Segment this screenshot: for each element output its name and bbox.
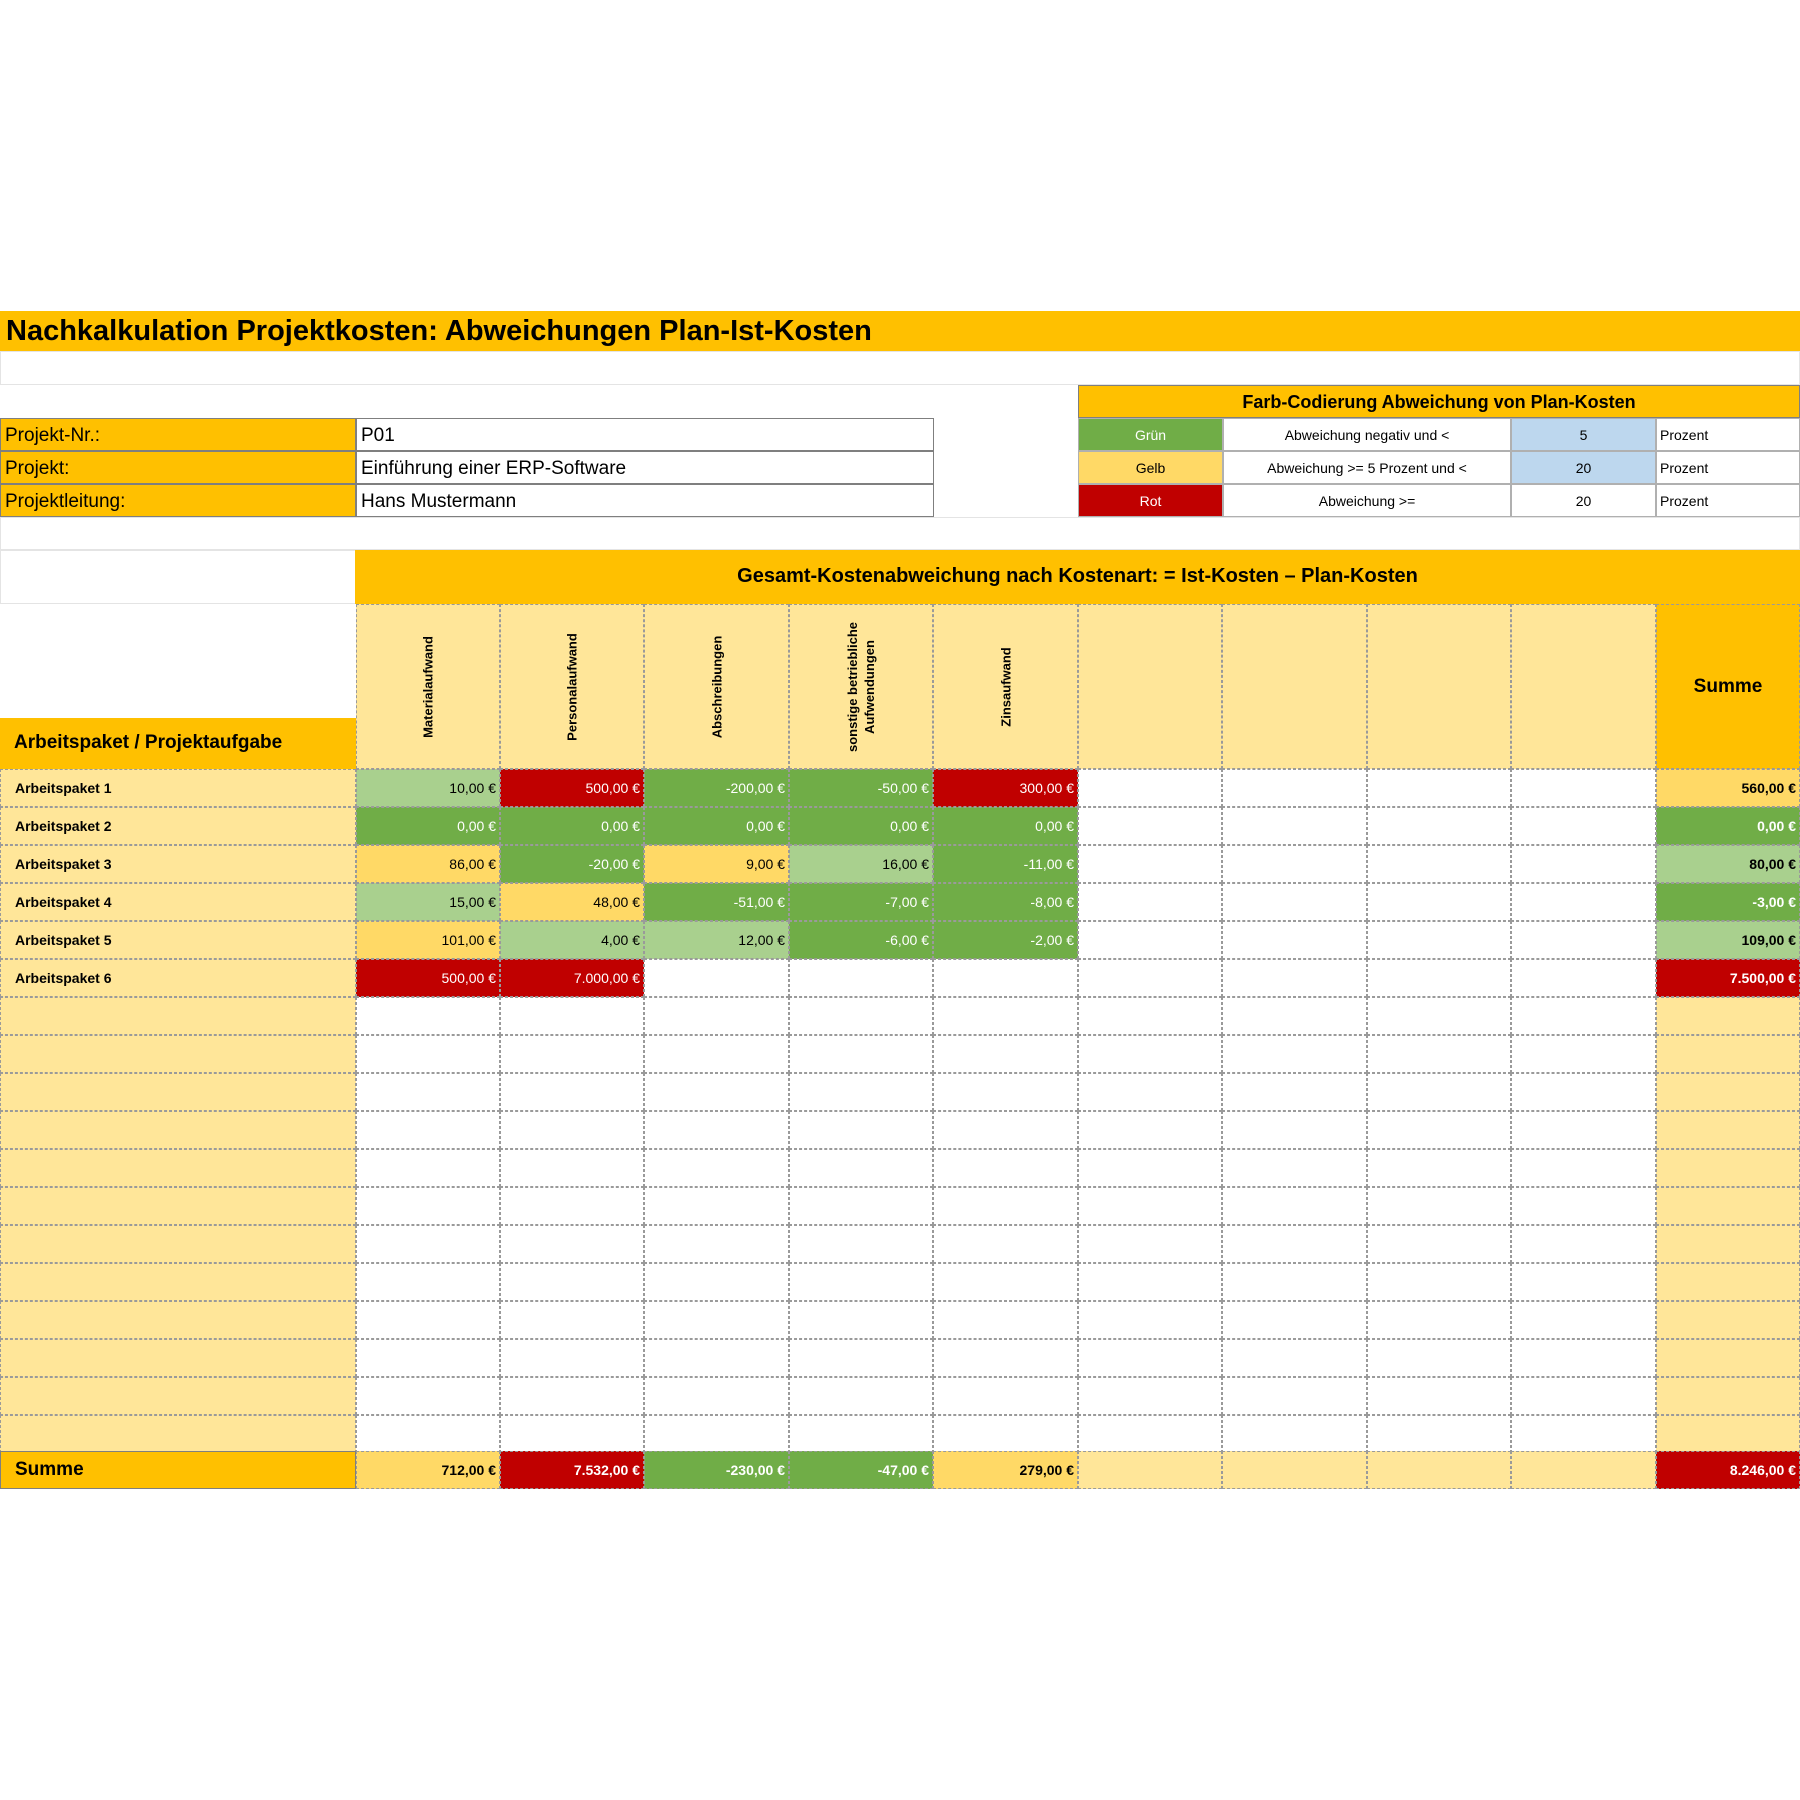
table-cell[interactable]: [644, 1225, 789, 1263]
table-cell[interactable]: [356, 1149, 500, 1187]
table-cell[interactable]: [1511, 1149, 1656, 1187]
row-label: [0, 1111, 356, 1149]
table-cell[interactable]: 0,00 €: [356, 807, 500, 845]
table-cell[interactable]: 12,00 €: [644, 921, 789, 959]
info-value-project-nr[interactable]: P01: [356, 418, 934, 451]
total-cell: 7.532,00 €: [500, 1451, 644, 1489]
row-label: Arbeitspaket 2: [0, 807, 356, 845]
table-cell[interactable]: [500, 1415, 644, 1453]
table-cell[interactable]: [500, 1225, 644, 1263]
row-sum-cell: [1656, 1225, 1800, 1263]
row-label: [0, 1377, 356, 1415]
row-label: Arbeitspaket 6: [0, 959, 356, 997]
table-cell[interactable]: -8,00 €: [933, 883, 1078, 921]
row-label: [0, 1263, 356, 1301]
title-bar: [0, 311, 1800, 351]
table-cell[interactable]: [356, 1263, 500, 1301]
table-cell[interactable]: [933, 1073, 1078, 1111]
row-sum-cell: 109,00 €: [1656, 921, 1800, 959]
row-label: [0, 1415, 356, 1453]
legend-threshold-input[interactable]: 20: [1511, 451, 1656, 484]
row-sum-cell: [1656, 1415, 1800, 1453]
table-cell[interactable]: [1222, 959, 1367, 997]
row-sum-cell: [1656, 1111, 1800, 1149]
row-sum-cell: [1656, 1377, 1800, 1415]
table-cell[interactable]: [644, 1263, 789, 1301]
row-label: Arbeitspaket 3: [0, 845, 356, 883]
table-cell[interactable]: [933, 1263, 1078, 1301]
table-cell[interactable]: 300,00 €: [933, 769, 1078, 807]
table-cell[interactable]: [1367, 883, 1511, 921]
total-cell: [1222, 1451, 1367, 1489]
table-cell[interactable]: [1511, 1301, 1656, 1339]
grand-total-cell: 8.246,00 €: [1656, 1451, 1800, 1489]
table-cell[interactable]: [1367, 1187, 1511, 1225]
table-cell[interactable]: -50,00 €: [789, 769, 933, 807]
row-label: [0, 1035, 356, 1073]
table-cell[interactable]: 48,00 €: [500, 883, 644, 921]
table-cell[interactable]: [644, 1073, 789, 1111]
row-sum-cell: [1656, 1035, 1800, 1073]
legend-unit: Prozent: [1656, 451, 1800, 484]
info-label-project-nr: Projekt-Nr.:: [0, 418, 356, 451]
row-label: Arbeitspaket 1: [0, 769, 356, 807]
table-cell[interactable]: [500, 1111, 644, 1149]
table-cell[interactable]: [644, 1149, 789, 1187]
table-cell[interactable]: [933, 1339, 1078, 1377]
legend-threshold-input[interactable]: 20: [1511, 484, 1656, 517]
table-cell[interactable]: [789, 1149, 933, 1187]
table-cell[interactable]: [1511, 1377, 1656, 1415]
table-cell[interactable]: [356, 1377, 500, 1415]
table-cell[interactable]: [1511, 921, 1656, 959]
row-label: Arbeitspaket 5: [0, 921, 356, 959]
table-cell[interactable]: [1367, 845, 1511, 883]
table-cell[interactable]: [933, 997, 1078, 1035]
table-cell[interactable]: [1511, 1035, 1656, 1073]
table-cell[interactable]: [1078, 1035, 1222, 1073]
table-cell[interactable]: 0,00 €: [500, 807, 644, 845]
table-cell[interactable]: 15,00 €: [356, 883, 500, 921]
table-cell[interactable]: [500, 1339, 644, 1377]
row-sum-cell: -3,00 €: [1656, 883, 1800, 921]
table-cell[interactable]: [1222, 921, 1367, 959]
table-cell[interactable]: [356, 1225, 500, 1263]
table-cell[interactable]: [1222, 1035, 1367, 1073]
table-cell[interactable]: [1222, 1225, 1367, 1263]
column-header: [933, 604, 1078, 769]
row-sum-cell: [1656, 1187, 1800, 1225]
total-cell: [1078, 1451, 1222, 1489]
total-cell: 712,00 €: [356, 1451, 500, 1489]
table-cell[interactable]: 86,00 €: [356, 845, 500, 883]
table-cell[interactable]: [1511, 1263, 1656, 1301]
table-cell[interactable]: [1367, 1073, 1511, 1111]
table-cell[interactable]: [1222, 1301, 1367, 1339]
table-cell[interactable]: [1222, 769, 1367, 807]
table-cell[interactable]: [1078, 1301, 1222, 1339]
table-cell[interactable]: [933, 1301, 1078, 1339]
table-cell[interactable]: [933, 1415, 1078, 1453]
table-cell[interactable]: [789, 1301, 933, 1339]
table-cell[interactable]: [1367, 1225, 1511, 1263]
table-cell[interactable]: [933, 959, 1078, 997]
table-cell[interactable]: [1078, 845, 1222, 883]
table-cell[interactable]: [1078, 1339, 1222, 1377]
table-cell[interactable]: [1367, 807, 1511, 845]
table-cell[interactable]: [789, 959, 933, 997]
table-cell[interactable]: [644, 1187, 789, 1225]
table-cell[interactable]: [644, 1111, 789, 1149]
table-cell[interactable]: [356, 1301, 500, 1339]
table-cell[interactable]: 7.000,00 €: [500, 959, 644, 997]
row-label: [0, 1301, 356, 1339]
table-cell[interactable]: [356, 1035, 500, 1073]
total-cell: -47,00 €: [789, 1451, 933, 1489]
table-cell[interactable]: [1367, 1415, 1511, 1453]
table-cell[interactable]: [1511, 959, 1656, 997]
table-cell[interactable]: [1222, 1073, 1367, 1111]
legend-condition: Abweichung negativ und <: [1223, 418, 1511, 451]
row-label: [0, 997, 356, 1035]
table-cell[interactable]: [1078, 1415, 1222, 1453]
table-cell[interactable]: [1078, 997, 1222, 1035]
table-cell[interactable]: 16,00 €: [789, 845, 933, 883]
table-cell[interactable]: [500, 1035, 644, 1073]
row-label: [0, 1339, 356, 1377]
table-cell[interactable]: [1222, 1415, 1367, 1453]
table-cell[interactable]: [1078, 883, 1222, 921]
table-cell[interactable]: [1222, 1111, 1367, 1149]
legend-threshold-input[interactable]: 5: [1511, 418, 1656, 451]
table-cell[interactable]: [1511, 997, 1656, 1035]
table-cell[interactable]: [933, 1111, 1078, 1149]
table-cell[interactable]: [1078, 1149, 1222, 1187]
table-cell[interactable]: [1367, 1301, 1511, 1339]
table-cell[interactable]: [1511, 1339, 1656, 1377]
page-title: Nachkalkulation Projektkosten: Abweichungen Plan-Ist-Kosten: [6, 315, 872, 347]
table-cell[interactable]: [1078, 1073, 1222, 1111]
table-cell[interactable]: [933, 1377, 1078, 1415]
table-cell[interactable]: [933, 1187, 1078, 1225]
row-label: Arbeitspaket 4: [0, 883, 356, 921]
table-cell[interactable]: [789, 1225, 933, 1263]
table-cell[interactable]: [1222, 807, 1367, 845]
row-sum-cell: 560,00 €: [1656, 769, 1800, 807]
table-cell[interactable]: [1367, 997, 1511, 1035]
table-cell[interactable]: [1511, 1225, 1656, 1263]
column-header-label: Materialaufwand: [420, 635, 436, 738]
table-cell[interactable]: [1078, 1111, 1222, 1149]
table-cell[interactable]: 9,00 €: [644, 845, 789, 883]
legend-swatch-grün: Grün: [1078, 418, 1223, 451]
table-cell[interactable]: [1222, 1339, 1367, 1377]
row-label: [0, 1187, 356, 1225]
table-cell[interactable]: [1078, 959, 1222, 997]
table-cell[interactable]: [500, 1301, 644, 1339]
table-cell[interactable]: [933, 1225, 1078, 1263]
table-cell[interactable]: [1367, 1263, 1511, 1301]
legend-unit: Prozent: [1656, 418, 1800, 451]
table-cell[interactable]: [1511, 1415, 1656, 1453]
table-cell[interactable]: [1367, 1035, 1511, 1073]
row-label: [0, 1073, 356, 1111]
table-cell[interactable]: [1367, 1377, 1511, 1415]
table-cell[interactable]: [644, 1339, 789, 1377]
table-cell[interactable]: 0,00 €: [933, 807, 1078, 845]
table-cell[interactable]: [356, 997, 500, 1035]
row-sum-cell: 7.500,00 €: [1656, 959, 1800, 997]
table-cell[interactable]: [500, 1073, 644, 1111]
table-cell[interactable]: [789, 1339, 933, 1377]
table-cell[interactable]: [644, 1035, 789, 1073]
table-cell[interactable]: [500, 997, 644, 1035]
column-header-label: Personalaufwand: [564, 632, 580, 741]
table-cell[interactable]: [356, 1339, 500, 1377]
table-cell[interactable]: 10,00 €: [356, 769, 500, 807]
info-value-lead[interactable]: Hans Mustermann: [356, 484, 934, 517]
table-cell[interactable]: -6,00 €: [789, 921, 933, 959]
table-title: Gesamt-Kostenabweichung nach Kostenart: = Ist-Kosten – Plan-Kosten: [355, 550, 1800, 604]
table-cell[interactable]: [500, 1377, 644, 1415]
table-cell[interactable]: [1078, 1187, 1222, 1225]
table-cell[interactable]: [1078, 1225, 1222, 1263]
table-cell[interactable]: [1511, 1187, 1656, 1225]
table-cell[interactable]: [644, 1377, 789, 1415]
table-cell[interactable]: -2,00 €: [933, 921, 1078, 959]
table-cell[interactable]: [500, 1149, 644, 1187]
spacer-row: [0, 517, 1800, 550]
column-header: [644, 604, 789, 769]
column-header: [356, 604, 500, 769]
table-cell[interactable]: [933, 1149, 1078, 1187]
table-cell[interactable]: 0,00 €: [644, 807, 789, 845]
table-cell[interactable]: [789, 1111, 933, 1149]
table-cell[interactable]: [500, 1187, 644, 1225]
column-header: [789, 604, 933, 769]
table-cell[interactable]: [1511, 807, 1656, 845]
table-cell[interactable]: [789, 1035, 933, 1073]
total-cell: -230,00 €: [644, 1451, 789, 1489]
table-cell[interactable]: [1367, 1339, 1511, 1377]
table-cell[interactable]: 0,00 €: [789, 807, 933, 845]
column-header: [1078, 604, 1222, 769]
table-cell[interactable]: [1222, 1149, 1367, 1187]
table-cell[interactable]: 500,00 €: [356, 959, 500, 997]
table-cell[interactable]: [789, 1415, 933, 1453]
totals-row-label: Summe: [0, 1451, 356, 1489]
table-cell[interactable]: [644, 997, 789, 1035]
table-cell[interactable]: -11,00 €: [933, 845, 1078, 883]
legend-title: Farb-Codierung Abweichung von Plan-Kosten: [1078, 385, 1800, 418]
table-cell[interactable]: -7,00 €: [789, 883, 933, 921]
row-label: [0, 1149, 356, 1187]
column-header-label: Abschreibungen: [709, 635, 724, 738]
table-cell[interactable]: 101,00 €: [356, 921, 500, 959]
table-cell[interactable]: -200,00 €: [644, 769, 789, 807]
table-cell[interactable]: -51,00 €: [644, 883, 789, 921]
column-header-label: Zinsaufwand: [998, 646, 1013, 727]
legend-condition: Abweichung >= 5 Prozent und <: [1223, 451, 1511, 484]
table-cell[interactable]: [1511, 769, 1656, 807]
row-sum-cell: [1656, 1263, 1800, 1301]
table-cell[interactable]: 4,00 €: [500, 921, 644, 959]
table-cell[interactable]: [1078, 1263, 1222, 1301]
table-cell[interactable]: [1367, 1149, 1511, 1187]
table-cell[interactable]: [1222, 1187, 1367, 1225]
total-cell: 279,00 €: [933, 1451, 1078, 1489]
table-cell[interactable]: [1222, 1263, 1367, 1301]
legend-swatch-rot: Rot: [1078, 484, 1223, 517]
table-cell[interactable]: [1078, 921, 1222, 959]
column-header-label: sonstige betriebliche Aufwendungen: [845, 621, 877, 752]
legend-swatch-gelb: Gelb: [1078, 451, 1223, 484]
table-cell[interactable]: [1511, 845, 1656, 883]
table-cell[interactable]: [1078, 769, 1222, 807]
table-cell[interactable]: [1511, 1111, 1656, 1149]
spacer-row: [0, 351, 1800, 385]
info-value-project[interactable]: Einführung einer ERP-Software: [356, 451, 934, 484]
column-header: [1511, 604, 1656, 769]
table-cell[interactable]: [789, 1073, 933, 1111]
total-cell: [1511, 1451, 1656, 1489]
task-column-header: Arbeitspaket / Projektaufgabe: [0, 718, 356, 769]
row-label: [0, 1225, 356, 1263]
table-cell[interactable]: [356, 1187, 500, 1225]
table-cell[interactable]: 500,00 €: [500, 769, 644, 807]
table-cell[interactable]: [1367, 1111, 1511, 1149]
table-cell[interactable]: [644, 1415, 789, 1453]
total-cell: [1367, 1451, 1511, 1489]
legend-condition: Abweichung >=: [1223, 484, 1511, 517]
table-cell[interactable]: [1367, 769, 1511, 807]
table-cell[interactable]: [1078, 807, 1222, 845]
table-cell[interactable]: -20,00 €: [500, 845, 644, 883]
table-cell[interactable]: [933, 1035, 1078, 1073]
sum-column-header: Summe: [1656, 604, 1800, 769]
row-sum-cell: [1656, 997, 1800, 1035]
table-cell[interactable]: [1222, 883, 1367, 921]
row-sum-cell: [1656, 1073, 1800, 1111]
table-cell[interactable]: [356, 1111, 500, 1149]
table-cell[interactable]: [1222, 997, 1367, 1035]
table-cell[interactable]: [356, 1073, 500, 1111]
row-sum-cell: 0,00 €: [1656, 807, 1800, 845]
table-cell[interactable]: [500, 1263, 644, 1301]
info-label-project: Projekt:: [0, 451, 356, 484]
row-sum-cell: 80,00 €: [1656, 845, 1800, 883]
table-cell[interactable]: [644, 959, 789, 997]
table-cell[interactable]: [789, 997, 933, 1035]
table-cell[interactable]: [644, 1301, 789, 1339]
spacer-cell: [0, 550, 356, 604]
table-cell[interactable]: [356, 1415, 500, 1453]
row-sum-cell: [1656, 1339, 1800, 1377]
table-cell[interactable]: [1511, 1073, 1656, 1111]
table-cell[interactable]: [1222, 845, 1367, 883]
table-cell[interactable]: [789, 1187, 933, 1225]
table-cell[interactable]: [1078, 1377, 1222, 1415]
table-cell[interactable]: [789, 1377, 933, 1415]
column-header: [500, 604, 644, 769]
legend-unit: Prozent: [1656, 484, 1800, 517]
row-sum-cell: [1656, 1301, 1800, 1339]
column-header: [1222, 604, 1367, 769]
info-label-lead: Projektleitung:: [0, 484, 356, 517]
table-cell[interactable]: [1367, 959, 1511, 997]
row-sum-cell: [1656, 1149, 1800, 1187]
column-header: [1367, 604, 1511, 769]
table-cell[interactable]: [1511, 883, 1656, 921]
table-cell[interactable]: [1222, 1377, 1367, 1415]
table-cell[interactable]: [1367, 921, 1511, 959]
table-cell[interactable]: [789, 1263, 933, 1301]
